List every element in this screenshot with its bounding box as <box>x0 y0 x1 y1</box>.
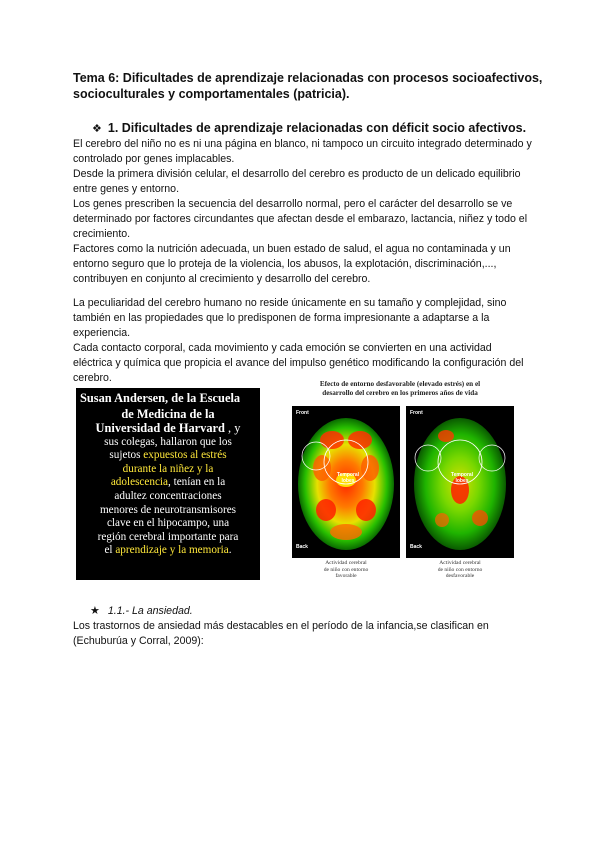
favorable-caption <box>292 560 400 580</box>
front-label: Front <box>410 410 423 416</box>
figure-caption <box>286 380 514 397</box>
quote-line: sus colegas, hallaron que los <box>104 435 232 448</box>
quote-line: Universidad de Harvard <box>95 421 225 436</box>
paragraph: La peculiaridad del cerebro humano no reside únicamente en su tamaño y complejidad, sino también en las propiedades que lo predisponen de forma impresionante a adaptarse a la experiencia. <box>73 297 507 339</box>
quote-line: Susan Andersen, de la Escuela <box>80 391 241 405</box>
quote-highlight: durante la niñez y la <box>122 462 214 475</box>
section-heading-text: 1. Dificultades de aprendizaje relacionadas con déficit socio afectivos. <box>107 121 527 135</box>
figure-caption-line: Efecto de entorno desfavorable (elevado estrés) en el <box>319 380 481 388</box>
quote-line: región cerebral importante para <box>97 530 239 543</box>
brain-scan-figure <box>286 380 514 585</box>
subsection-label: 1.1.- La ansiedad. <box>107 605 193 617</box>
page-title: Tema 6: Dificultades de aprendizaje relacionadas con procesos socioafectivos, socioculturales y comportamentales (patricia). <box>73 71 543 101</box>
caption-line: Actividad cerebral <box>439 560 481 566</box>
paragraph: Los genes prescriben la secuencia del desarrollo normal, pero el carácter del desarrollo se ve determinado por factores circundantes que afectan desde el embarazo, lactancia, niñez y todo el crecimiento. <box>73 198 528 240</box>
quote-line: de Medicina de la <box>121 406 215 421</box>
caption-line: de niño con entorno <box>323 566 369 573</box>
quote-line: el <box>104 544 116 557</box>
quote-line: , tenían en la <box>168 476 226 489</box>
back-label: Back <box>410 544 422 550</box>
quote-highlight: aprendizaje y la memoria <box>115 544 229 557</box>
caption-line: Actividad cerebral <box>325 560 367 566</box>
figure-caption-line: desarrollo del cerebro en los primeros años de vida <box>322 388 478 397</box>
temporal-lobes-label: Temporal lobes <box>450 472 474 484</box>
unfavorable-caption <box>406 560 514 580</box>
paragraph: El cerebro del niño no es ni una página en blanco, ni tampoco un circuito integrado determinado y controlado por genes implacables. <box>73 138 532 165</box>
caption-line: desfavorable <box>445 573 475 580</box>
paragraph: Los trastornos de ansiedad más destacables en el período de la infancia,se clasifican en (Echuburúa y Corral, 2009): <box>73 620 489 647</box>
star-bullet-icon: ★ <box>90 605 100 617</box>
quote-line: menores de neurotransmisores <box>99 503 237 516</box>
quote-line: . <box>228 544 232 557</box>
front-label: Front <box>296 410 309 416</box>
temporal-lobes-label: Temporal lobes <box>336 472 360 484</box>
brain-scan-unfavorable-image <box>406 406 514 558</box>
quote-highlight: adolescencia <box>110 476 168 489</box>
back-label: Back <box>296 544 308 550</box>
quote-line: sujetos <box>109 449 144 462</box>
paragraph: Cada contacto corporal, cada movimiento y cada emoción se convierten en una actividad eléctrica y química que propicia el avance del impulso genético modificando la configuración del cerebro. <box>73 342 524 384</box>
body-text-block-3 <box>73 619 533 649</box>
subsection-heading <box>90 604 193 619</box>
paragraph: Desde la primera división celular, el desarrollo del cerebro es producto de un delicado equilibrio entre genes y entorno. <box>73 168 521 195</box>
quote-line: adultez concentraciones <box>114 489 222 502</box>
body-text-block-2 <box>73 296 533 386</box>
research-quote-box <box>76 388 260 580</box>
brain-scan-favorable-image <box>292 406 400 558</box>
section-heading <box>92 120 562 137</box>
diamond-bullet-icon: ❖ <box>92 123 102 135</box>
caption-line: de niño con entorno <box>437 566 483 573</box>
quote-highlight: expuestos al estrés <box>143 449 227 462</box>
quote-line: , y <box>224 421 241 436</box>
body-text-block-1 <box>73 137 533 287</box>
quote-line: clave en el hipocampo, una <box>106 517 230 530</box>
caption-line: favorable <box>335 573 357 580</box>
paragraph: Factores como la nutrición adecuada, un buen estado de salud, el agua no contaminada y un entorno seguro que lo proteja de la violencia, los abusos, la explotación, discriminación,..., contribuyen en conjunto al crecimiento y desarrollo del cerebro. <box>73 243 511 285</box>
